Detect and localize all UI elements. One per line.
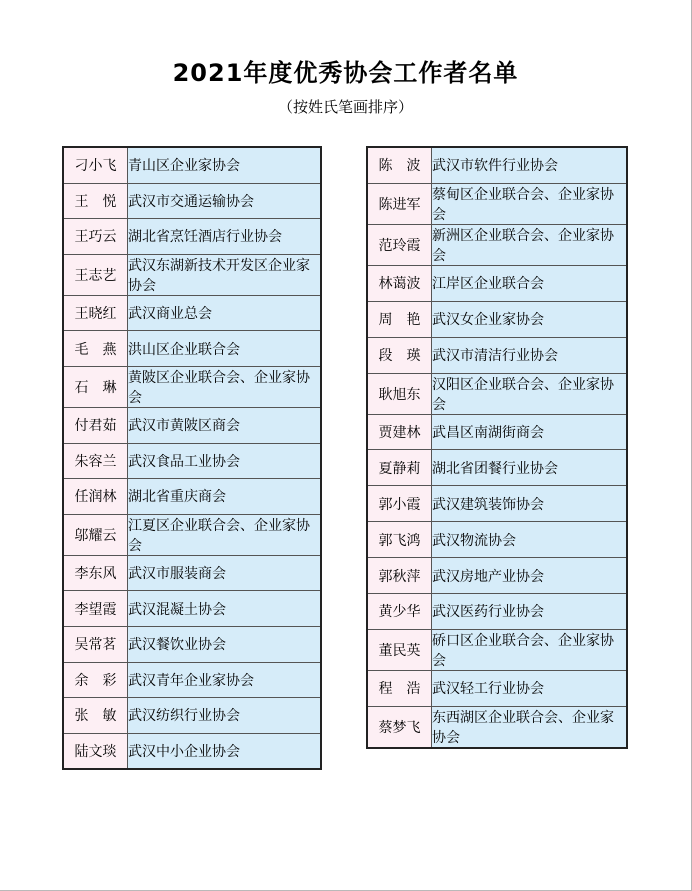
- person-name: 余 彩: [63, 662, 128, 698]
- table-row: [367, 183, 627, 224]
- person-name: 周 艳: [367, 301, 432, 337]
- page-title: 2021年度优秀协会工作者名单: [172, 59, 519, 87]
- person-name: 王 悦: [63, 183, 128, 219]
- association-name: 武汉纺织行业协会: [128, 698, 322, 734]
- person-name: 石 琳: [63, 366, 128, 407]
- person-name: 林蔼波: [367, 265, 432, 301]
- association-name: 江岸区企业联合会: [432, 265, 628, 301]
- association-name: 江夏区企业联合会、企业家协会: [128, 514, 322, 555]
- person-name: 郭秋萍: [367, 558, 432, 594]
- table-row: [367, 337, 627, 373]
- person-name: 董民英: [367, 629, 432, 670]
- person-name: 王巧云: [63, 219, 128, 255]
- person-name: 夏静莉: [367, 450, 432, 486]
- person-name: 黄少华: [367, 594, 432, 630]
- person-name: 张 敏: [63, 698, 128, 734]
- association-name: 武汉房地产业协会: [432, 558, 628, 594]
- person-name: 郭飞鸿: [367, 522, 432, 558]
- table-row: [367, 594, 627, 630]
- person-name: 付君茹: [63, 407, 128, 443]
- person-name: 吴常茗: [63, 626, 128, 662]
- table-row: [63, 555, 321, 591]
- association-name: 青山区企业家协会: [128, 147, 322, 183]
- person-name: 陈 波: [367, 147, 432, 183]
- person-name: 耿旭东: [367, 373, 432, 414]
- table-row: [63, 219, 321, 255]
- association-name: 汉阳区企业联合会、企业家协会: [432, 373, 628, 414]
- association-name: 武汉食品工业协会: [128, 443, 322, 479]
- association-name: 武汉混凝土协会: [128, 591, 322, 627]
- association-name: 武汉市黄陂区商会: [128, 407, 322, 443]
- association-name: 武汉医药行业协会: [432, 594, 628, 630]
- association-name: 武汉建筑装饰协会: [432, 486, 628, 522]
- table-row: [63, 443, 321, 479]
- person-name: 任润林: [63, 479, 128, 515]
- association-name: 蔡甸区企业联合会、企业家协会: [432, 183, 628, 224]
- table-row: [63, 254, 321, 295]
- person-name: 段 瑛: [367, 337, 432, 373]
- table-row: [63, 331, 321, 367]
- association-name: 武汉青年企业家协会: [128, 662, 322, 698]
- association-name: 武汉轻工行业协会: [432, 670, 628, 706]
- table-row: [367, 147, 627, 183]
- roster-tables: [62, 146, 691, 770]
- association-name: 武汉商业总会: [128, 295, 322, 331]
- association-name: 武汉东湖新技术开发区企业家协会: [128, 254, 322, 295]
- association-name: 武昌区南湖街商会: [432, 414, 628, 450]
- association-name: 武汉物流协会: [432, 522, 628, 558]
- person-name: 程 浩: [367, 670, 432, 706]
- person-name: 朱容兰: [63, 443, 128, 479]
- association-name: 武汉市交通运输协会: [128, 183, 322, 219]
- association-name: 湖北省团餐行业协会: [432, 450, 628, 486]
- association-name: 湖北省烹饪酒店行业协会: [128, 219, 322, 255]
- table-row: [367, 414, 627, 450]
- roster-table-left-body: [63, 147, 321, 769]
- person-name: 王志艺: [63, 254, 128, 295]
- person-name: 邬耀云: [63, 514, 128, 555]
- table-row: [367, 706, 627, 748]
- association-name: 武汉女企业家协会: [432, 301, 628, 337]
- table-row: [63, 662, 321, 698]
- association-name: 武汉餐饮业协会: [128, 626, 322, 662]
- table-row: [367, 629, 627, 670]
- association-name: 武汉市服装商会: [128, 555, 322, 591]
- roster-table-right-body: [367, 147, 627, 748]
- roster-table-left: [62, 146, 322, 770]
- association-name: 东西湖区企业联合会、企业家协会: [432, 706, 628, 748]
- table-row: [63, 733, 321, 769]
- table-row: [367, 486, 627, 522]
- person-name: 毛 燕: [63, 331, 128, 367]
- person-name: 陈进军: [367, 183, 432, 224]
- person-name: 范玲霞: [367, 224, 432, 265]
- table-row: [63, 407, 321, 443]
- table-row: [63, 514, 321, 555]
- table-row: [367, 265, 627, 301]
- table-row: [63, 183, 321, 219]
- person-name: 蔡梦飞: [367, 706, 432, 748]
- table-row: [367, 670, 627, 706]
- association-name: 武汉市软件行业协会: [432, 147, 628, 183]
- roster-table-right: [366, 146, 628, 749]
- table-row: [63, 147, 321, 183]
- table-row: [367, 301, 627, 337]
- table-row: [63, 626, 321, 662]
- page-subtitle: （按姓氏笔画排序）: [277, 100, 413, 116]
- table-row: [367, 558, 627, 594]
- table-row: [63, 479, 321, 515]
- association-name: 武汉中小企业协会: [128, 733, 322, 769]
- person-name: 郭小霞: [367, 486, 432, 522]
- association-name: 武汉市清洁行业协会: [432, 337, 628, 373]
- table-row: [63, 366, 321, 407]
- table-row: [63, 295, 321, 331]
- table-row: [63, 698, 321, 734]
- person-name: 陆文琰: [63, 733, 128, 769]
- table-row: [367, 224, 627, 265]
- person-name: 李望霞: [63, 591, 128, 627]
- association-name: 新洲区企业联合会、企业家协会: [432, 224, 628, 265]
- association-name: 湖北省重庆商会: [128, 479, 322, 515]
- association-name: 硚口区企业联合会、企业家协会: [432, 629, 628, 670]
- person-name: 贾建林: [367, 414, 432, 450]
- association-name: 黄陂区企业联合会、企业家协会: [128, 366, 322, 407]
- person-name: 王晓红: [63, 295, 128, 331]
- table-row: [63, 591, 321, 627]
- person-name: 李东风: [63, 555, 128, 591]
- table-row: [367, 373, 627, 414]
- person-name: 刁小飞: [63, 147, 128, 183]
- table-row: [367, 522, 627, 558]
- table-row: [367, 450, 627, 486]
- association-name: 洪山区企业联合会: [128, 331, 322, 367]
